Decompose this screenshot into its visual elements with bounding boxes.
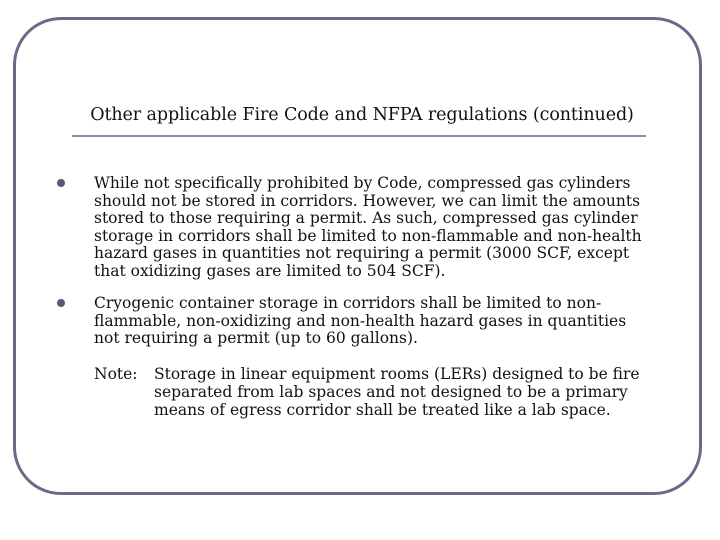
slide-title: Other applicable Fire Code and NFPA regulations (continued) [90,105,634,125]
bullet-marker-icon [57,299,65,307]
bullet-marker-icon [57,179,65,187]
bullet-text: While not specifically prohibited by Code, compressed gas cylinders should not be stored in corridors. However, we can limit the amounts stored to those requiring a permit. As such, compressed gas cylinder storage in corridors shall be limited to non-flammable and non-health hazard gases in quantities not requiring a permit (3000 SCF, except that oxidizing gases are limited to 504 SCF). [94,174,642,280]
note-label: Note: [94,365,138,383]
note-text: Storage in linear equipment rooms (LERs) designed to be fire separated from lab spaces and not designed to be a primary means of egress corridor shall be treated like a lab space. [154,365,640,419]
bullet-text: Cryogenic container storage in corridors shall be limited to non-flammable, non-oxidizing and non-health hazard gases in quantities not requiring a permit (up to 60 gallons). [94,294,627,347]
title-divider [72,135,646,137]
